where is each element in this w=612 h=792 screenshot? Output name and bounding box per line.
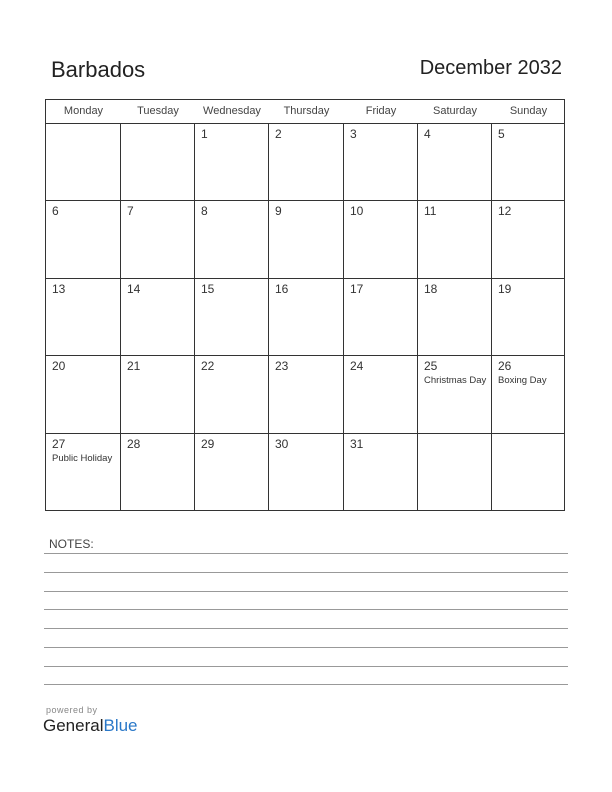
day-cell [418, 124, 492, 201]
day-number: 5 [498, 127, 505, 141]
day-cell [195, 124, 269, 201]
day-cell [46, 124, 121, 201]
holiday-label: Public Holiday [52, 453, 113, 464]
day-number: 17 [350, 282, 364, 296]
day-number: 19 [498, 282, 512, 296]
day-number: 10 [350, 204, 364, 218]
day-cell [344, 434, 418, 511]
day-number: 26 [498, 359, 512, 373]
day-cell [492, 279, 565, 356]
notes-line [44, 666, 568, 667]
day-cell [121, 434, 195, 511]
day-cell [46, 356, 121, 434]
day-cell [46, 434, 121, 511]
day-number: 3 [350, 127, 357, 141]
day-number: 2 [275, 127, 282, 141]
country-title: Barbados [51, 57, 146, 82]
holiday-label: Christmas Day [424, 375, 487, 386]
day-cell [269, 279, 344, 356]
day-cell [195, 201, 269, 279]
notes-line [44, 647, 568, 648]
weekday-sunday: Sunday [509, 105, 548, 117]
day-cell [121, 201, 195, 279]
day-cell [344, 201, 418, 279]
day-cell [269, 356, 344, 434]
day-number: 14 [127, 282, 141, 296]
day-number: 24 [350, 359, 364, 373]
day-number: 4 [424, 127, 431, 141]
day-cell [418, 201, 492, 279]
day-number: 6 [52, 204, 59, 218]
day-cell [269, 124, 344, 201]
day-number: 30 [275, 437, 289, 451]
day-cell [269, 201, 344, 279]
brand-blue: Blue [103, 716, 138, 735]
generalblue-logo [43, 716, 138, 736]
day-cell [418, 279, 492, 356]
day-cell [195, 434, 269, 511]
day-cell [121, 279, 195, 356]
day-cell [121, 356, 195, 434]
weekday-tuesday: Tuesday [137, 105, 179, 117]
day-cell [121, 124, 195, 201]
day-number: 9 [275, 204, 282, 218]
day-cell [344, 124, 418, 201]
weekday-monday: Monday [63, 105, 104, 117]
day-number: 18 [424, 282, 438, 296]
notes-line [44, 553, 568, 554]
day-number: 1 [201, 127, 208, 141]
day-number: 22 [201, 359, 215, 373]
weekday-thursday: Thursday [283, 105, 330, 117]
day-number: 28 [127, 437, 141, 451]
weekday-friday: Friday [365, 105, 397, 117]
day-number: 27 [52, 437, 66, 451]
notes-line [44, 628, 568, 629]
day-cell [195, 279, 269, 356]
day-cell [269, 434, 344, 511]
notes-line [44, 572, 568, 573]
notes-line [44, 591, 568, 592]
day-number: 7 [127, 204, 134, 218]
day-number: 12 [498, 204, 512, 218]
day-number: 13 [52, 282, 66, 296]
weekday-header-row [46, 100, 564, 124]
day-number: 23 [275, 359, 289, 373]
day-cell [195, 356, 269, 434]
day-number: 20 [52, 359, 66, 373]
day-number: 25 [424, 359, 438, 373]
calendar-grid [45, 99, 565, 511]
notes-line [44, 609, 568, 610]
day-cell [418, 434, 492, 511]
day-number: 15 [201, 282, 215, 296]
weekday-saturday: Saturday [432, 105, 478, 117]
brand-general: General [43, 716, 104, 735]
notes-line [44, 684, 568, 685]
weekday-wednesday: Wednesday [203, 105, 261, 117]
day-cell [492, 356, 565, 434]
powered-by-text: powered by [46, 705, 98, 715]
day-cell [492, 124, 565, 201]
day-cell [492, 201, 565, 279]
day-cell [492, 434, 565, 511]
day-number: 21 [127, 359, 141, 373]
day-number: 11 [424, 204, 437, 218]
day-cell [46, 279, 121, 356]
holiday-label: Boxing Day [498, 375, 547, 386]
day-cell [344, 279, 418, 356]
day-cell [418, 356, 492, 434]
day-cell [344, 356, 418, 434]
notes-label: NOTES: [49, 537, 94, 551]
day-number: 8 [201, 204, 208, 218]
day-cell [46, 201, 121, 279]
month-title: December 2032 [419, 57, 562, 79]
day-number: 29 [201, 437, 215, 451]
day-number: 31 [350, 437, 364, 451]
day-number: 16 [275, 282, 289, 296]
